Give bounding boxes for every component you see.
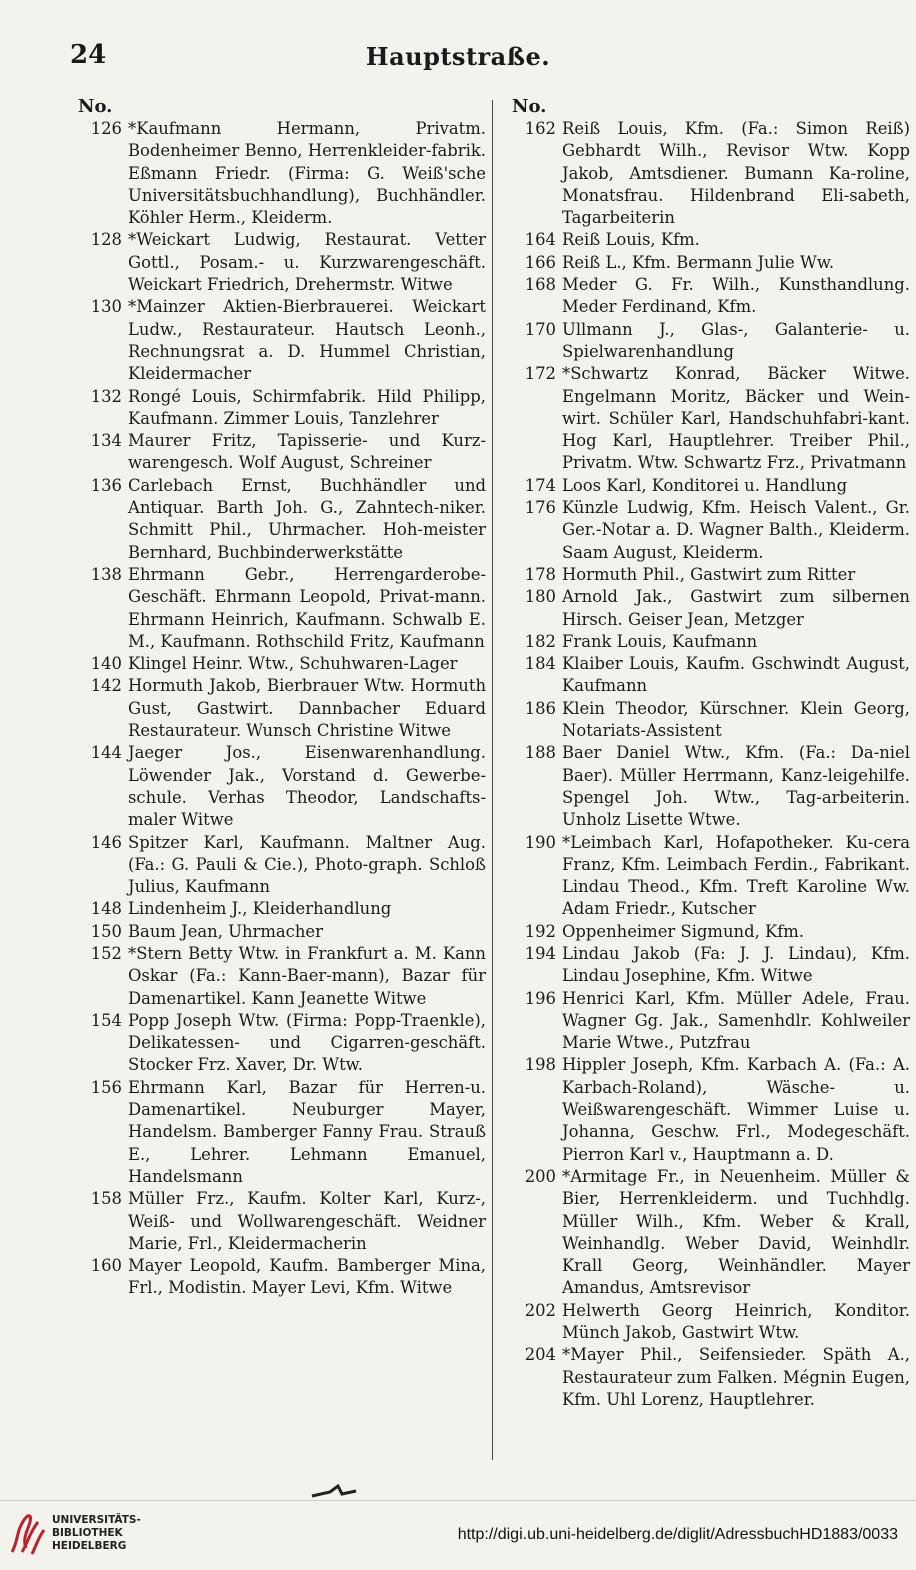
house-number: 192	[524, 921, 556, 941]
source-url-link[interactable]: http://digi.ub.uni-heidelberg.de/diglit/AdressbuchHD1883/0033	[457, 1526, 898, 1543]
directory-entry	[66, 832, 486, 899]
entry-text: *Armitage Fr., in Neuenheim. Müller & Bier, Herrenkleiderm. und Tuchhdlg. Müller Wilh., Kfm. Weber & Krall, Weinhandlg. Weber David, Weinhdlr. Krall Georg, Weinhändler. Mayer Amandus, Amtsrevisor	[562, 1166, 910, 1298]
directory-entry	[66, 653, 486, 675]
running-title: Hauptstraße.	[365, 42, 551, 71]
house-number: 146	[90, 832, 122, 852]
house-number: 166	[524, 252, 556, 272]
house-number: 184	[524, 654, 556, 674]
directory-entry	[66, 1188, 486, 1255]
entry-text: Klaiber Louis, Kaufm. Gschwindt August, Kaufmann	[562, 654, 910, 696]
house-number: 134	[90, 431, 122, 451]
directory-entry	[500, 363, 910, 474]
entry-text: Spitzer Karl, Kaufmann. Maltner Aug. (Fa.: G. Pauli & Cie.), Photo-graph. Schloß Julius, Kaufmann	[128, 832, 486, 897]
entry-text: Reiß Louis, Kfm. (Fa.: Simon Reiß) Gebhardt Wilh., Revisor Wtw. Kopp Jakob, Amtsdiener. Bumann Ka-roline, Monatsfrau. Hildenbrand Eli-sabeth, Tagarbeiterin	[562, 119, 910, 228]
directory-entry	[500, 1300, 910, 1345]
directory-entry	[500, 698, 910, 743]
entry-text: Maurer Fritz, Tapisserie- und Kurz-warengesch. Wolf August, Schreiner	[128, 431, 486, 473]
directory-entry	[500, 832, 910, 921]
entry-text: Reiß Louis, Kfm.	[562, 230, 700, 250]
footer-rule	[0, 1500, 916, 1501]
house-number: 154	[90, 1010, 122, 1030]
directory-entry	[500, 274, 910, 319]
directory-entry	[500, 988, 910, 1055]
directory-entry	[500, 229, 910, 251]
entry-text: Baer Daniel Wtw., Kfm. (Fa.: Da-niel Baer). Müller Herrmann, Kanz-leigehilfe. Spengel Joh. Wtw., Tag-arbeiterin. Unholz Lisette Wtwe.	[562, 743, 910, 830]
entry-text: Meder G. Fr. Wilh., Kunsthandlung. Meder Ferdinand, Kfm.	[562, 275, 910, 317]
entry-text: *Mainzer Aktien-Bierbrauerei. Weickart Ludw., Restaurateur. Hautsch Leonh., Rechnungsrat a. D. Hummel Christian, Kleidermacher	[128, 297, 486, 384]
entry-text: Künzle Ludwig, Kfm. Heisch Valent., Gr. Ger.-Notar a. D. Wagner Balth., Kleiderm. Saam August, Kleiderm.	[562, 498, 910, 562]
directory-entry	[66, 118, 486, 229]
entry-text: *Stern Betty Wtw. in Frankfurt a. M. Kann Oskar (Fa.: Kann-Baer-mann), Bazar für Damenartikel. Kann Jeanette Witwe	[128, 943, 486, 1008]
entry-text: Mayer Leopold, Kaufm. Bamberger Mina, Frl., Modistin. Mayer Levi, Kfm. Witwe	[128, 1256, 486, 1298]
directory-entry	[500, 1166, 910, 1300]
house-number: 130	[90, 297, 122, 317]
directory-entry	[66, 1010, 486, 1077]
house-number: 136	[90, 475, 122, 495]
logo-line: BIBLIOTHEK	[52, 1527, 123, 1539]
entry-text: Baum Jean, Uhrmacher	[128, 921, 323, 941]
directory-entry	[66, 475, 486, 564]
logo-text	[52, 1514, 141, 1553]
house-number: 170	[524, 319, 556, 339]
directory-entry	[500, 943, 910, 988]
house-number: 182	[524, 631, 556, 651]
library-seal-icon	[8, 1512, 46, 1558]
entry-text: Henrici Karl, Kfm. Müller Adele, Frau. Wagner Gg. Jak., Samenhdlr. Kohlweiler Marie Wtwe., Putzfrau	[562, 988, 910, 1053]
house-number: 174	[524, 475, 556, 495]
directory-entry	[500, 1054, 910, 1165]
directory-entry	[500, 653, 910, 698]
left-column	[66, 96, 486, 1300]
entry-text: Helwerth Georg Heinrich, Konditor. Münch Jakob, Gastwirt Wtw.	[562, 1300, 910, 1343]
house-number: 204	[524, 1345, 556, 1365]
directory-entry	[500, 1344, 910, 1411]
house-number: 142	[90, 676, 122, 696]
entry-text: Rongé Louis, Schirmfabrik. Hild Philipp, Kaufmann. Zimmer Louis, Tanzlehrer	[128, 386, 486, 428]
house-number: 158	[90, 1189, 122, 1209]
entry-text: Hormuth Jakob, Bierbrauer Wtw. Hormuth Gust, Gastwirt. Dannbacher Eduard Restaurateur. Wunsch Christine Witwe	[128, 676, 486, 741]
entry-text: Klingel Heinr. Wtw., Schuhwaren-Lager	[128, 654, 458, 674]
entry-text: Hippler Joseph, Kfm. Karbach A. (Fa.: A. Karbach-Roland), Wäsche- u. Weißwarengeschäft. Wimmer Luise u. Johanna, Geschw. Frl., Modegeschäft. Pierron Karl v., Hauptmann a. D.	[562, 1055, 910, 1164]
entry-text: *Leimbach Karl, Hofapotheker. Ku-cera Franz, Kfm. Leimbach Ferdin., Fabrikant. Lindau Theod., Kfm. Treft Karoline Ww. Adam Friedr., Kutscher	[562, 832, 910, 919]
directory-entry	[66, 898, 486, 920]
page-number: 24	[70, 40, 107, 70]
directory-entry	[66, 921, 486, 943]
entry-text: Popp Joseph Wtw. (Firma: Popp-Traenkle), Delikatessen- und Cigarren-geschäft. Stocker Frz. Xaver, Dr. Wtw.	[128, 1010, 486, 1075]
directory-entry	[66, 1255, 486, 1300]
entry-text: Ehrmann Gebr., Herrengarderobe-Geschäft. Ehrmann Leopold, Privat-mann. Ehrmann Heinrich, Kaufmann. Schwalb E. M., Kaufmann. Rothschild Fritz, Kaufmann	[128, 564, 486, 651]
house-number: 180	[524, 587, 556, 607]
entry-text: Hormuth Phil., Gastwirt zum Ritter	[562, 564, 856, 584]
directory-entry	[66, 564, 486, 653]
house-number: 144	[90, 743, 122, 763]
logo-line: HEIDELBERG	[52, 1540, 127, 1552]
entry-text: Frank Louis, Kaufmann	[562, 631, 758, 651]
column-divider	[492, 100, 493, 1460]
house-number: 152	[90, 943, 122, 963]
entry-text: Ullmann J., Glas-, Galanterie- u. Spielwarenhandlung	[562, 319, 910, 361]
entry-text: Jaeger Jos., Eisenwarenhandlung. Löwender Jak., Vorstand d. Gewerbe-schule. Verhas Theodor, Landschafts-maler Witwe	[128, 743, 486, 830]
house-number: 188	[524, 743, 556, 763]
house-number: 132	[90, 386, 122, 406]
directory-entry	[66, 742, 486, 831]
house-number: 186	[524, 698, 556, 718]
directory-entry	[66, 229, 486, 296]
entry-text: *Kaufmann Hermann, Privatm. Bodenheimer Benno, Herrenkleider-fabrik. Eßmann Friedr. (Firma: G. Weiß'sche Universitätsbuchhandlung), Buchhändler. Köhler Herm., Kleiderm.	[128, 119, 486, 228]
entry-text: Oppenheimer Sigmund, Kfm.	[562, 921, 805, 941]
house-number: 128	[90, 230, 122, 250]
directory-entry	[66, 675, 486, 742]
house-number: 138	[90, 564, 122, 584]
directory-entry	[500, 921, 910, 943]
house-number: 178	[524, 564, 556, 584]
house-number: 202	[524, 1300, 556, 1320]
house-number: 198	[524, 1055, 556, 1075]
directory-entry	[500, 475, 910, 497]
house-number: 172	[524, 364, 556, 384]
house-number: 150	[90, 921, 122, 941]
entry-text: Müller Frz., Kaufm. Kolter Karl, Kurz-, Weiß- und Wollwarengeschäft. Weidner Marie, Frl., Kleidermacherin	[128, 1189, 486, 1253]
house-number: 164	[524, 230, 556, 250]
entry-text: Loos Karl, Konditorei u. Handlung	[562, 475, 848, 495]
house-number: 140	[90, 654, 122, 674]
house-number: 168	[524, 275, 556, 295]
house-number: 196	[524, 988, 556, 1008]
entry-text: *Schwartz Konrad, Bäcker Witwe. Engelmann Moritz, Bäcker und Wein-wirt. Schüler Karl, Handschuhfabri-kant. Hog Karl, Hauptlehrer. Treiber Phil., Privatm. Wtw. Schwartz Frz., Privatmann	[562, 364, 910, 473]
house-number: 176	[524, 498, 556, 518]
house-number: 162	[524, 119, 556, 138]
directory-entry	[66, 1077, 486, 1188]
house-number: 156	[90, 1077, 122, 1097]
entry-text: *Weickart Ludwig, Restaurat. Vetter Gottl., Posam.- u. Kurzwarengeschäft. Weickart Friedrich, Drehermstr. Witwe	[128, 230, 486, 295]
directory-entry	[500, 118, 910, 229]
logo-line: UNIVERSITÄTS-	[52, 1514, 141, 1526]
directory-entry	[500, 742, 910, 831]
directory-entry	[500, 319, 910, 364]
column-header-no: No.	[78, 96, 113, 117]
directory-entry	[66, 386, 486, 431]
house-number: 200	[524, 1166, 556, 1186]
entry-text: Carlebach Ernst, Buchhändler und Antiquar. Barth Joh. G., Zahntech-niker. Schmitt Phil., Uhrmacher. Hoh-meister Bernhard, Buchbinderwerkstätte	[128, 475, 486, 562]
entry-text: Lindenheim J., Kleiderhandlung	[128, 899, 392, 919]
ornament-mark-icon	[310, 1482, 360, 1502]
directory-entry	[500, 586, 910, 631]
entry-text: Klein Theodor, Kürschner. Klein Georg, Notariats-Assistent	[562, 698, 910, 741]
house-number: 194	[524, 943, 556, 963]
directory-entry	[500, 497, 910, 564]
column-header-no: No.	[512, 96, 547, 117]
directory-entry	[500, 252, 910, 274]
directory-entry	[500, 631, 910, 653]
entry-text: Arnold Jak., Gastwirt zum silbernen Hirsch. Geiser Jean, Metzger	[562, 587, 910, 629]
house-number: 160	[90, 1256, 122, 1276]
directory-entry	[500, 564, 910, 586]
directory-entry	[66, 943, 486, 1010]
directory-entry	[66, 430, 486, 475]
house-number: 190	[524, 832, 556, 852]
house-number: 126	[90, 119, 122, 138]
directory-entry	[66, 296, 486, 385]
house-number: 148	[90, 899, 122, 919]
entry-text: Reiß L., Kfm. Bermann Julie Ww.	[562, 252, 835, 272]
right-column	[500, 96, 910, 1411]
library-logo[interactable]	[8, 1512, 148, 1560]
entry-text: Lindau Jakob (Fa: J. J. Lindau), Kfm. Lindau Josephine, Kfm. Witwe	[562, 943, 910, 986]
entry-text: Ehrmann Karl, Bazar für Herren-u. Damenartikel. Neuburger Mayer, Handelsm. Bamberger Fanny Frau. Strauß E., Lehrer. Lehmann Emanuel, Handelsmann	[128, 1077, 486, 1186]
entry-text: *Mayer Phil., Seifensieder. Späth A., Restaurateur zum Falken. Mégnin Eugen, Kfm. Uhl Lorenz, Hauptlehrer.	[562, 1345, 910, 1409]
